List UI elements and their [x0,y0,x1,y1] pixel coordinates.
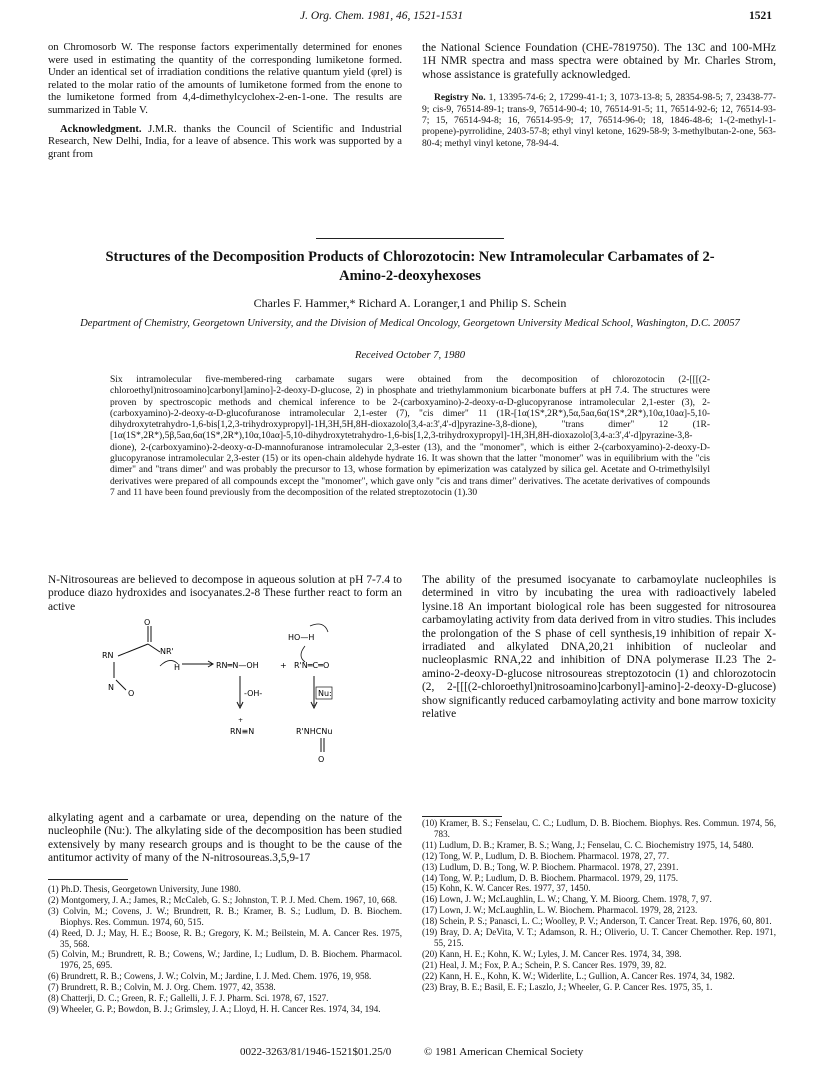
previous-article-right-paragraph: the National Science Foundation (CHE-7819750). The 13C and 100-MHz 1H NMR spectra and mass spectra were obtained by Mr. Charles Strom, whose assistance is gratefully acknowledged. [422,42,776,81]
carbamate-oxygen: O [318,755,325,764]
previous-article-left-column [48,42,402,161]
diazohydroxide-label: RN═N—OH [216,661,259,670]
page-number: 1521 [749,10,772,22]
article-separator-rule [316,238,504,239]
nitroso-o-label: O [128,689,135,698]
oxygen-label: O [144,618,151,627]
received-date: Received October 7, 1980 [354,350,465,361]
reference-item: (11) Ludlum, D. B.; Kramer, B. S.; Wang, J.; Fenselau, C. C. Biochemistry 1975, 14, 5480. [422,839,754,850]
previous-article-paragraph: on Chromosorb W. The response factors experimentally determined for enones were used in estimating the quantity of the corresponding lumiketone formed. Under an identical set of irradiation conditions the relative quantum yield (φrel) is related to the molar ratio of the amounts of lumiketone formed from the enone to the lumiketone formed from 4,4-dimethylcyclohex-2-en-1-one. The results are summarized in Table V. [48,42,402,116]
reference-item: (2) Montgomery, J. A.; James, R.; McCaleb, G. S.; Johnston, T. P. J. Med. Chem. 1967, 10, 668. [48,894,398,905]
registry-numbers [422,92,776,149]
body-right-column [422,574,776,721]
urea-bond [118,644,148,656]
copyright-notice: © 1981 American Chemical Society [424,1046,584,1058]
h-label: H [174,663,181,672]
body-left-continued [48,812,402,866]
body-paragraph: N-Nitrosoureas are believed to decompose in aqueous solution at pH 7-7.4 to produce diazo hydroxides and isocyanates.2-8 These further react to form an active [48,574,402,613]
acknowledgment-text: J.M.R. thanks the Council of Scientific and Industrial Research, New Delhi, India, for a leave of absence. This work was supported by a grant from [48,123,402,160]
hydroxide-label: -OH- [244,689,263,698]
plus-sign: + [280,661,287,670]
reference-item: (16) Lown, J. W.; McLaughlin, L. W.; Chang, Y. M. Bioorg. Chem. 1978, 7, 97. [422,894,712,905]
reference-item: (23) Bray, B. E.; Basil, E. F.; Laszlo, J.; Wheeler, G. P. Cancer Res. 1975, 35, 1. [422,981,713,992]
reference-item: (14) Tong, W. P.; Ludlum, D. B. Biochem. Pharmacol. 1979, 29, 1175. [422,872,678,883]
running-header [0,10,820,28]
article-title: Structures of the Decomposition Products of Chlorozotocin: New Intramolecular Carbamates of 2-Amino-2-deoxyhexoses [105,249,715,284]
reference-item: (5) Colvin, M.; Brundrett, R. B.; Cowens, W.; Jardine, I.; Ludlum, D. B. Biochem. Pharmacol. 1976, 25, 695. [48,949,402,971]
body-paragraph: alkylating agent and a carbamate or urea, depending on the nature of the nucleophile (Nu:). The alkylating side of the decomposition has been studied extensively by many research groups and is thought to be the cause of the antitumor activity of many of the N-nitrosoureas.3,5,9-17 [48,812,402,865]
reference-item: (21) Heal, J. M.; Fox, P. A.; Schein, P. S. Cancer Res. 1979, 39, 82. [422,959,667,970]
urea-bond [148,644,160,652]
reference-item: (12) Tong, W. P., Ludlum, D. B. Biochem. Pharmacol. 1978, 27, 77. [422,850,669,861]
curved-arrow [301,646,305,662]
reference-item: (13) Ludlum, D. B.; Tong, W. P. Biochem. Pharmacol. 1978, 27, 2391. [422,861,679,872]
footnote-rule [48,879,128,880]
reference-item: (9) Wheeler, G. P.; Bowdon, B. J.; Grimsley, J. A.; Lloyd, H. H. Cancer Res. 1974, 34, 194. [48,1003,381,1014]
nucleophile-label: Nu: [318,689,332,698]
reference-item: (17) Lown, J. W.; McLaughlin, L. W. Biochem. Pharmacol. 1979, 28, 2123. [422,905,698,916]
article-authors: Charles F. Hammer,* Richard A. Loranger,1 and Philip S. Schein [253,296,567,310]
reference-item: (4) Reed, D. J.; May, H. E.; Boose, R. B.; Gregory, K. M.; Beilstein, M. A. Cancer Res. 1975, 35, 568. [48,927,402,949]
curved-arrow [310,624,328,632]
registry-text: 1, 13395-74-6; 2, 17299-41-1; 3, 1073-13-8; 5, 28354-98-5; 7, 23438-77-9; cis-9, 76514-89-1; trans-9, 76514-90-4; 10, 76514-91-5; 11, 76514-92-6; 12, 76514-93-7; 15, 76514-94-8; 16, 76514-95-9; 17, 76514-96-0; 18, 1846-48-6; 1-(2-methyl-1-propene)-pyrrolidine, 2403-57-8; ethyl vinyl ketone, 1629-58-9; 3-methylbutan-2-one, 563-80-4; methyl vinyl ketone, 78-94-4. [422,92,776,149]
diazonium-label: RN≡N [230,727,255,736]
reference-item: (7) Brundrett, R. B.; Colvin, M. J. Org. Chem. 1977, 42, 3538. [48,982,276,993]
water-label: HO—H [288,633,315,642]
acknowledgment-heading: Acknowledgment. [60,123,142,135]
article-abstract: Six intramolecular five-membered-ring carbamate sugars were obtained from the decomposition of chlorozotocin (2-[[[(2-chloroethyl)nitrosoamino]carbonyl]amino]-2-deoxy-D-glucose, 2) in phosphate and triethylammonium bicarbonate buffers at pH 7.4. The structures were proven by spectroscopic methods and chemical inference to be 2-(carboxyamino)-2-deoxy-α-D-glucopyranose intramolecular 2,1-ester (3), 2-(carboxyamino)-2-deoxy-α-D-glucofuranose intramolecular 2,1-ester (7), "cis dimer" 11 (1R-[1α(1S*,2R*),5α,5aα,6α(1S*,2R*),10α,10aα]-5,10-dihydroxytetrahydro-1,6-bis[1,2,3-trihydroxypropyl]-1H,3H,5H,8H-dioxazolo[3,4-a:3',4'-d]pyrazine-3,8-dione), "trans dimer" 12 (1R-[1α(1S*,2R*),5β,5aα,6α(1S*,2R*),10α,10aα]-5,10-dihydroxytetrahydro-1,6-bis[1,2,3-trihydroxypropyl]-1H,3H,8H-dioxazolo[3,4-a:3',4'-d]pyrazine-3,8-dione), 2-(carboxyamino)-2-deoxy-α-D-mannofuranose intramolecular 2,3-ester (13), and the "monomer", which is either 2-(carboxyamino)-2-deoxy-D-glucopyranose intramolecular 2,3-ester (15) or its open-chain aldehyde hydrate 16. It was shown that the latter "monomer" was in equilibrium with the "cis dimer" and "trans dimer" and was probably the precursor to 13, whose formation by epimerization was catalyzed by silica gel. Acetate and O-trimethylsilyl derivatives were prepared of all compounds except the "monomer", which gave only "cis and trans dimer" derivatives. The acetate derivatives of compounds 7 and 11 have been found previously from the decomposition of the related streptozotocin (1).30 [110,375,710,498]
acknowledgment-paragraph [48,124,402,162]
references-left [48,884,402,1015]
reference-item: (22) Kann, H. E., Kohn, K. W.; Widerlite, L.; Gullion, A. Cancer Res. 1974, 34, 1982. [422,970,735,981]
body-paragraph: The ability of the presumed isocyanate to carbamoylate nucleophiles is determined in vitro by incubating the urea with radioactively labeled lysine.18 An important biological role has been suggested for nitrosourea carbamoylating activity from data derived from in vitro studies. This includes the prolongation of the S phase of cell synthesis,19 inhibition of repair X-irradiated and alkylated DNA,20,21 inhibition of nucleolar and nucleoplasmic RNA,22 and inhibition of DNA polymerase II.23 The 2-amino-2-deoxy-D-glucose nitrosoureas streptozotocin (1) and chlorozotocin (2, 2-[[[(2-chloroethyl)nitrosoamino]carbonyl]-amino]-2-deoxy-D-glucose) show significantly reduced carbamoylating activity and bone marrow toxicity relative [422,574,776,721]
carbamate-label: R'NHCNu [296,727,333,736]
positive-charge: + [238,717,244,724]
reference-item: (6) Brundrett, R. B.; Cowens, J. W.; Colvin, M.; Jardine, I. J. Med. Chem. 1976, 19, 958. [48,971,372,982]
isocyanate-label: R'N═C═O [294,661,330,670]
nr-label: NR' [160,647,174,656]
footnote-rule [422,816,502,817]
author-affiliation: Department of Chemistry, Georgetown University, and the Division of Medical Oncology, Georgetown University Medical School, Washington, D.C. 20057 [80,318,740,329]
article-code: 0022-3263/81/1946-1521$01.25/0 [240,1046,392,1058]
body-left-intro [48,574,402,614]
reference-item: (8) Chatterji, D. C.; Green, R. F.; Gallelli, J. F. J. Pharm. Sci. 1978, 67, 1527. [48,993,329,1004]
reference-item: (19) Bray, D. A; DeVita, V. T.; Adamson, R. H.; Oliverio, U. T. Cancer Chemother. Rep. 1971, 55, 215. [422,927,776,948]
reference-item: (1) Ph.D. Thesis, Georgetown University, June 1980. [48,884,241,894]
registry-heading: Registry No. [434,92,486,104]
reference-item: (15) Kohn, K. W. Cancer Res. 1977, 37, 1450. [422,883,591,894]
previous-article-right-column [422,42,776,149]
nitroso-bond [116,680,126,690]
reference-item: (20) Kann, H. E.; Kohn, K. W.; Lyles, J. M. Cancer Res. 1974, 34, 398. [422,948,682,959]
references-right [422,818,776,993]
rn-label: RN [102,651,114,660]
reference-item: (18) Schein, P. S.; Panasci, L. C.; Woolley, P. V.; Anderson, T. Cancer Treat. Rep. 1976, 60, 801. [422,916,772,927]
reference-item: (3) Colvin, M.; Covens, J. W.; Brundrett, R. B.; Kramer, B. S.; Ludlum, D. B. Biochem. Biophys. Res. Commun. 1974, 60, 515. [48,905,402,927]
reference-item: (10) Kramer, B. S.; Fenselau, C. C.; Ludlum, D. B. Biochem. Biophys. Res. Commun. 1974, 56, 783. [422,818,776,839]
nitroso-n-label: N [108,683,114,692]
decomposition-scheme [100,618,370,804]
journal-citation: J. Org. Chem. 1981, 46, 1521-1531 [300,10,464,22]
